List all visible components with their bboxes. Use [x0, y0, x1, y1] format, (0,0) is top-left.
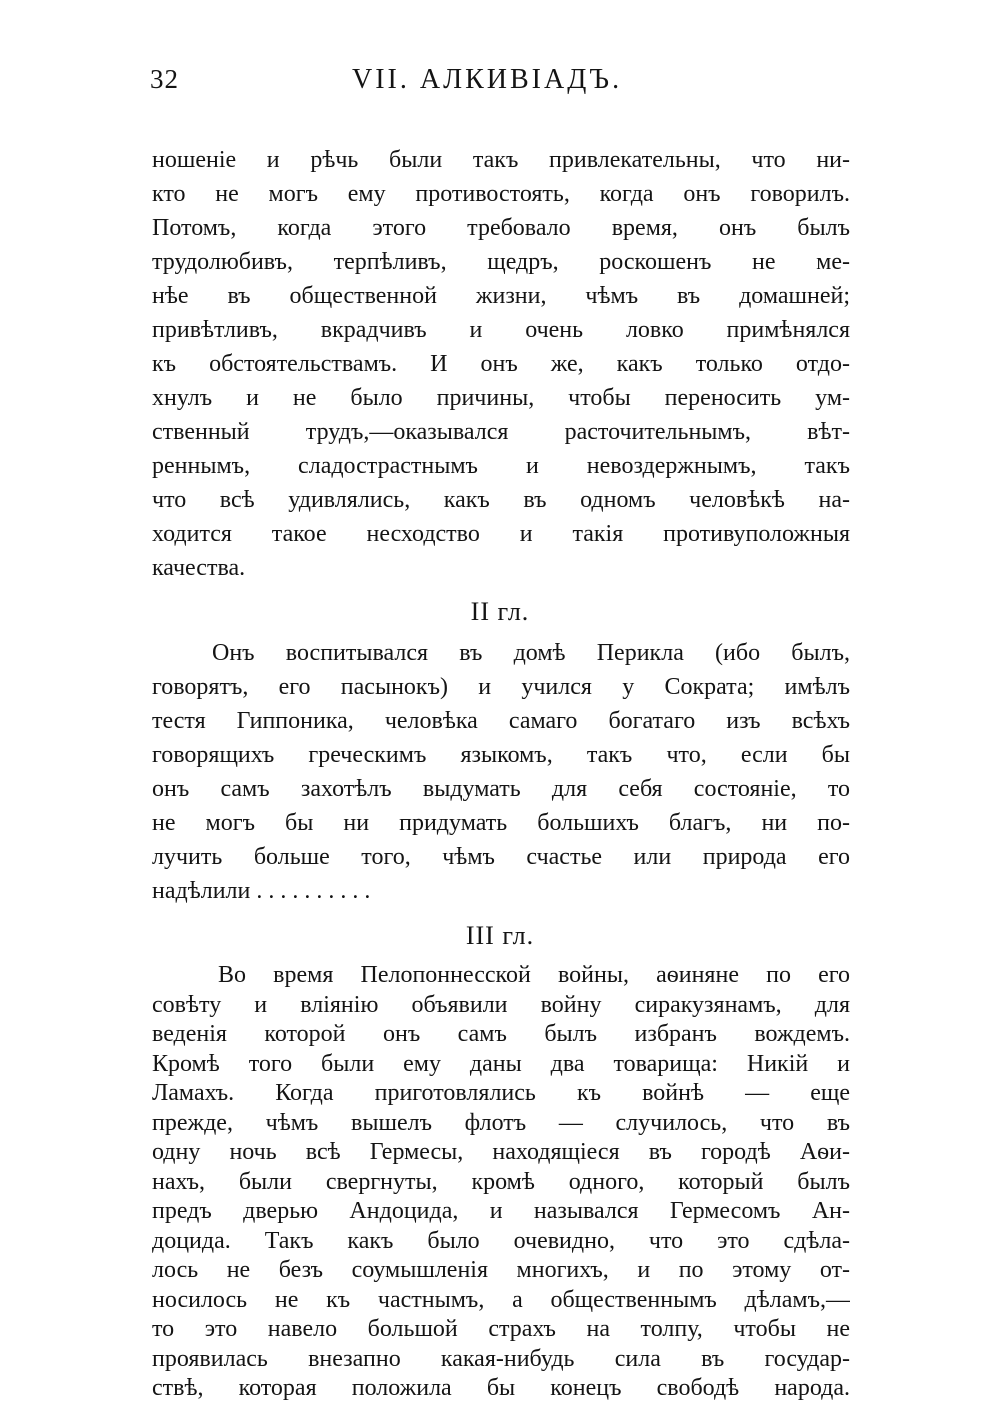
text-line: лучить больше того, чѣмъ счастье или природа его: [152, 844, 850, 870]
text-line: что всѣ удивлялись, какъ въ одномъ человѣкѣ на-: [152, 487, 850, 513]
text-line: Потомъ, когда этого требовало время, онъ былъ: [152, 215, 850, 241]
chapter-heading-2: II гл.: [470, 597, 530, 626]
text-line: ходится такое несходство и такія противуположныя: [152, 521, 850, 547]
running-title: VII. АЛКИВІАДЪ.: [352, 64, 623, 95]
text-line: Ламахъ. Когда приготовлялись къ войнѣ — еще: [152, 1080, 850, 1107]
text-line: онъ самъ захотѣлъ выдумать для себя состояніе, то: [152, 776, 850, 802]
text-line: надѣлили . . . . . . . . . .: [152, 878, 371, 904]
text-line: лось не безъ соумышленія многихъ, и по этому от-: [152, 1257, 850, 1284]
text-line: говорящихъ греческимъ языкомъ, такъ что, если бы: [152, 742, 850, 768]
text-line: качества.: [152, 555, 246, 581]
text-line: къ обстоятельствамъ. И онъ же, какъ только отдо-: [152, 351, 850, 377]
text-line: Онъ воспитывался въ домѣ Перикла (ибо былъ,: [212, 640, 850, 666]
page-header: [150, 64, 850, 110]
text-line: проявилась внезапно какая-нибудь сила въ государ-: [152, 1345, 850, 1372]
text-line: привѣтливъ, вкрадчивъ и очень ловко примѣнялся: [152, 317, 850, 343]
text-line: прежде, чѣмъ вышелъ флотъ — случилось, что въ: [152, 1109, 850, 1136]
text-line: носилось не къ частнымъ, а общественнымъ дѣламъ,—: [152, 1286, 850, 1313]
chapter-heading-3: III гл.: [465, 921, 535, 950]
text-line: предъ дверью Андоцида, и назывался Гермесомъ Ан-: [152, 1198, 850, 1225]
text-line: доцида. Такъ какъ было очевидно, что это сдѣла-: [152, 1227, 850, 1254]
text-line: совѣту и вліянію объявили войну сиракузянамъ, для: [152, 991, 850, 1018]
text-line: кто не могъ ему противостоять, когда онъ говорилъ.: [152, 181, 850, 207]
text-line: трудолюбивъ, терпѣливъ, щедръ, роскошенъ не ме-: [152, 249, 850, 275]
text-line: ственный трудъ,—оказывался расточительнымъ, вѣт-: [152, 419, 850, 445]
text-line: нахъ, были свергнуты, кромѣ одного, который былъ: [152, 1168, 850, 1195]
text-line: Во время Пелопоннесской войны, аѳиняне по его: [218, 962, 850, 988]
text-line: говорятъ, его пасынокъ) и учился у Сократа; имѣлъ: [152, 674, 850, 700]
text-line: Кромѣ того были ему даны два товарища: Никій и: [152, 1050, 850, 1077]
text-line: ношеніе и рѣчь были такъ привлекательны, что ни-: [152, 147, 850, 173]
text-line: одну ночь всѣ Гермесы, находящіеся въ городѣ Аѳи-: [152, 1139, 850, 1166]
text-line: нѣе въ общественной жизни, чѣмъ въ домашней;: [152, 283, 850, 309]
text-line: реннымъ, сладострастнымъ и невоздержнымъ, такъ: [152, 453, 850, 479]
text-line: тестя Гиппоника, человѣка самаго богатаго изъ всѣхъ: [152, 708, 850, 734]
text-line: то это навело большой страхъ на толпу, чтобы не: [152, 1316, 850, 1343]
text-line: ствѣ, которая положила бы конецъ свободѣ народа.: [152, 1375, 850, 1402]
page-number: 32: [150, 64, 179, 94]
text-line: не могъ бы ни придумать большихъ благъ, ни по-: [152, 810, 850, 836]
text-line: хнулъ и не было причины, чтобы переносить ум-: [152, 385, 850, 411]
text-line: веденія которой онъ самъ былъ избранъ вождемъ.: [152, 1021, 850, 1048]
